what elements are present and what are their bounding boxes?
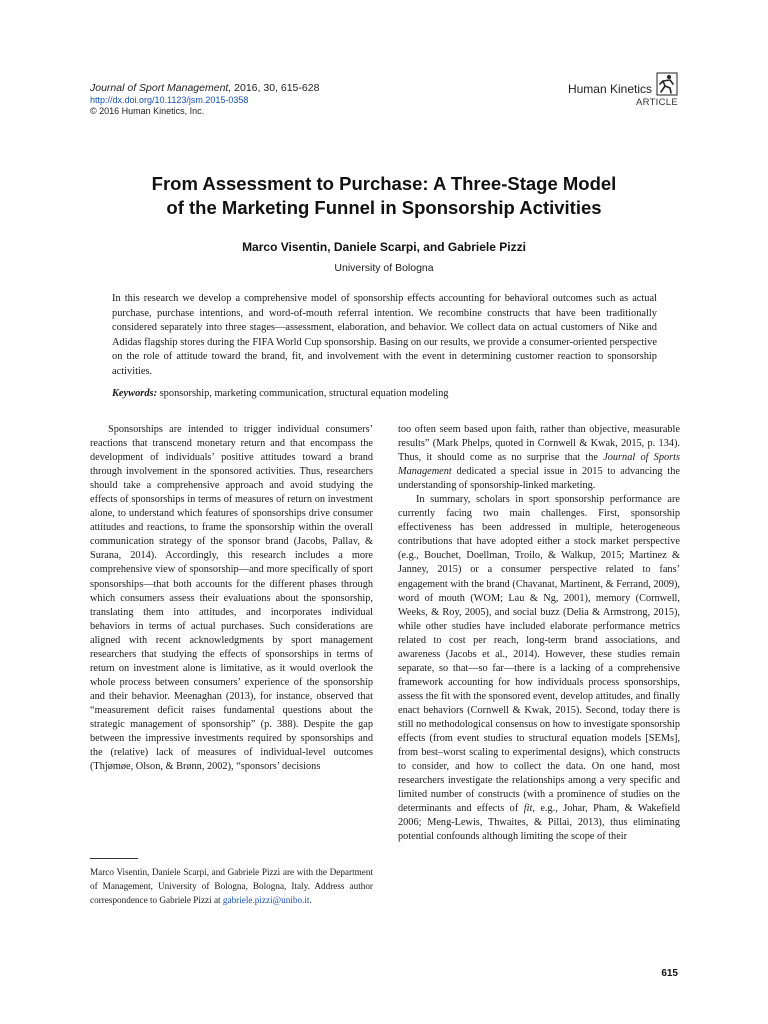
keywords-text: sponsorship, marketing communication, structural equation modeling [157, 388, 449, 399]
footnote-divider [90, 858, 138, 859]
author-email-link[interactable]: gabriele.pizzi@unibo.it [222, 894, 310, 905]
body-column-right [398, 423, 680, 844]
publisher-logo [568, 72, 678, 96]
journal-title-italic: Journal of Sports Management [398, 452, 681, 478]
page-number: 615 [661, 968, 678, 979]
footnote-text: Marco Visentin, Daniele Scarpi, and Gabriele Pizzi are with the Department of Management, University of Bologna, Bologna, Italy. Address author correspondence to Gabriele Pizzi at [90, 867, 373, 905]
keywords-line [112, 387, 657, 401]
paragraph-text: too often seem based upon faith, rather than objective, measurable results” (Mark Phelps, quoted in Cornwell & Kwak, 2015, p. 134). Thus, it should come as no surprise that the [398, 424, 680, 464]
fit-term-italic: fit [523, 803, 533, 815]
paragraph-text: In summary, scholars in sport sponsorship performance are currently facing two main challenges. First, sponsorship effectiveness has been addressed in multiple, heterogeneous contributions that have adopted either a stock market perspective (e.g., Bouchet, Doellman, Troilo, & Walkup, 2015; Martinez & Janney, 2015) or a consumer perspective related to fans’ engagement with the brand (Chavanat, Martinent, & Ferrand, 2009), word of mouth (WOM; Lau & Ng, 2001), memory (Cornwell, Weeks, & Roy, 2005), and social buzz (Delia & Armstrong, 2015), while other studies have included elaborate performance metrics related to cost per reach, long-term brand associations, and awareness (Jacobs et al., 2014). However, these studies remain separate, so that—so far—there is a lacking of a comprehensive framework accounting for how individuals process sponsorships, assess the fit with the sponsored event, develop attitudes, and finally enact behaviors (Cornwell & Kwak, 2015). Second, today there is still no methodological consensus on how to investigate sponsorship effects (from event studies to structural equation models [SEMs], from best–worst scaling to experimental designs), which constructs to consider, and how to collect the data. On one hand, most researchers investigate the relationships among a very specific and limited number of constructs (with a prominence of studies on the determinants and effects of [398, 494, 680, 815]
journal-citation [90, 82, 319, 95]
title-line-1: From Assessment to Purchase: A Three-Stage Model [151, 173, 617, 194]
journal-name: Journal of Sport Management, [90, 82, 232, 94]
paragraph-text: dedicated a special issue in 2015 to advancing the understanding of sponsorship-linked marketing. [398, 466, 680, 492]
body-paragraph [398, 493, 680, 844]
doi-link[interactable]: http://dx.doi.org/10.1123/jsm.2015-0358 [90, 95, 249, 105]
title-line-2: of the Marketing Funnel in Sponsorship Activities [166, 197, 602, 218]
author-affiliation: University of Bologna [334, 262, 434, 274]
copyright-notice: © 2016 Human Kinetics, Inc. [90, 106, 205, 116]
body-paragraph-continued [398, 423, 680, 493]
publisher-block [568, 72, 678, 108]
footnote-end: . [309, 894, 312, 905]
keywords-label: Keywords: [112, 388, 158, 399]
author-footnote [90, 866, 373, 907]
human-kinetics-logo-icon [656, 72, 678, 96]
journal-volume-pages: 2016, 30, 615-628 [231, 82, 320, 94]
body-column-left [90, 423, 373, 774]
journal-header [90, 82, 319, 117]
abstract: In this research we develop a comprehensive model of sponsorship effects accounting for behavioral outcomes such as actual purchase, purchase intentions, and word-of-mouth referral intention. We recombine constructs that have been traditionally considered separately into three stages—assessment, elaboration, and behavior. We collect data on actual customers of Nike and Adidas flagship stores during the FIFA World Cup sponsorship. Basing on our results, we provide a consumer-oriented perspective on the role of attitude toward the brand, fit, and involvement with the event in determining customer reaction to sponsorship activities. [112, 293, 657, 377]
article-type-label: ARTICLE [635, 97, 678, 108]
author-list: Marco Visentin, Daniele Scarpi, and Gabriele Pizzi [242, 240, 526, 254]
publisher-name: Human Kinetics [567, 82, 652, 96]
paragraph-text: , e.g., Johar, Pham, & Wakefield 2006; Meng-Lewis, Thwaites, & Pillai, 2013), thus eliminating potential confounds although limiting the scope of their [398, 803, 680, 843]
body-paragraph: Sponsorships are intended to trigger individual consumers’ reactions that transcend monetary return and that encompass the development of individuals’ positive attitudes toward a brand through involvement in the sponsored activities. Thus, researchers should take a comprehensive approach and avoid studying the effects of sponsorships in terms of measures of return on investment alone, to understand which features of sponsorships drive consumer attitudes and reactions, to frame the sponsorship within the overall communication strategy of the sponsor brand (Jacobs, Pallav, & Surana, 2014). Accordingly, this research includes a more comprehensive view of sponsorship—and more specifically of sport sponsorships—that both accounts for the different phases through which consumers assess their evaluations about the sponsorship, translating them into attitudes, and incorporates individual behaviors in terms of actual purchases. Such considerations are aligned with recent acknowledgments by sport management researchers that studying the effects of sponsorships in terms of return on investment alone is limitative, as it would overlook the whole process between consumers’ experience of the sponsorship and their behavior. Meenaghan (2013), for instance, observed that “measurement deficit raises fundamental questions about the strategic management of sponsorship” (p. 388). Despite the gap between the impressive investments required by sponsorships and the (relative) lack of measures of individual-level outcomes (Thjømøe, Olson, & Brønn, 2002), “sponsors’ decisions [90, 424, 373, 773]
paper-title [100, 172, 668, 220]
